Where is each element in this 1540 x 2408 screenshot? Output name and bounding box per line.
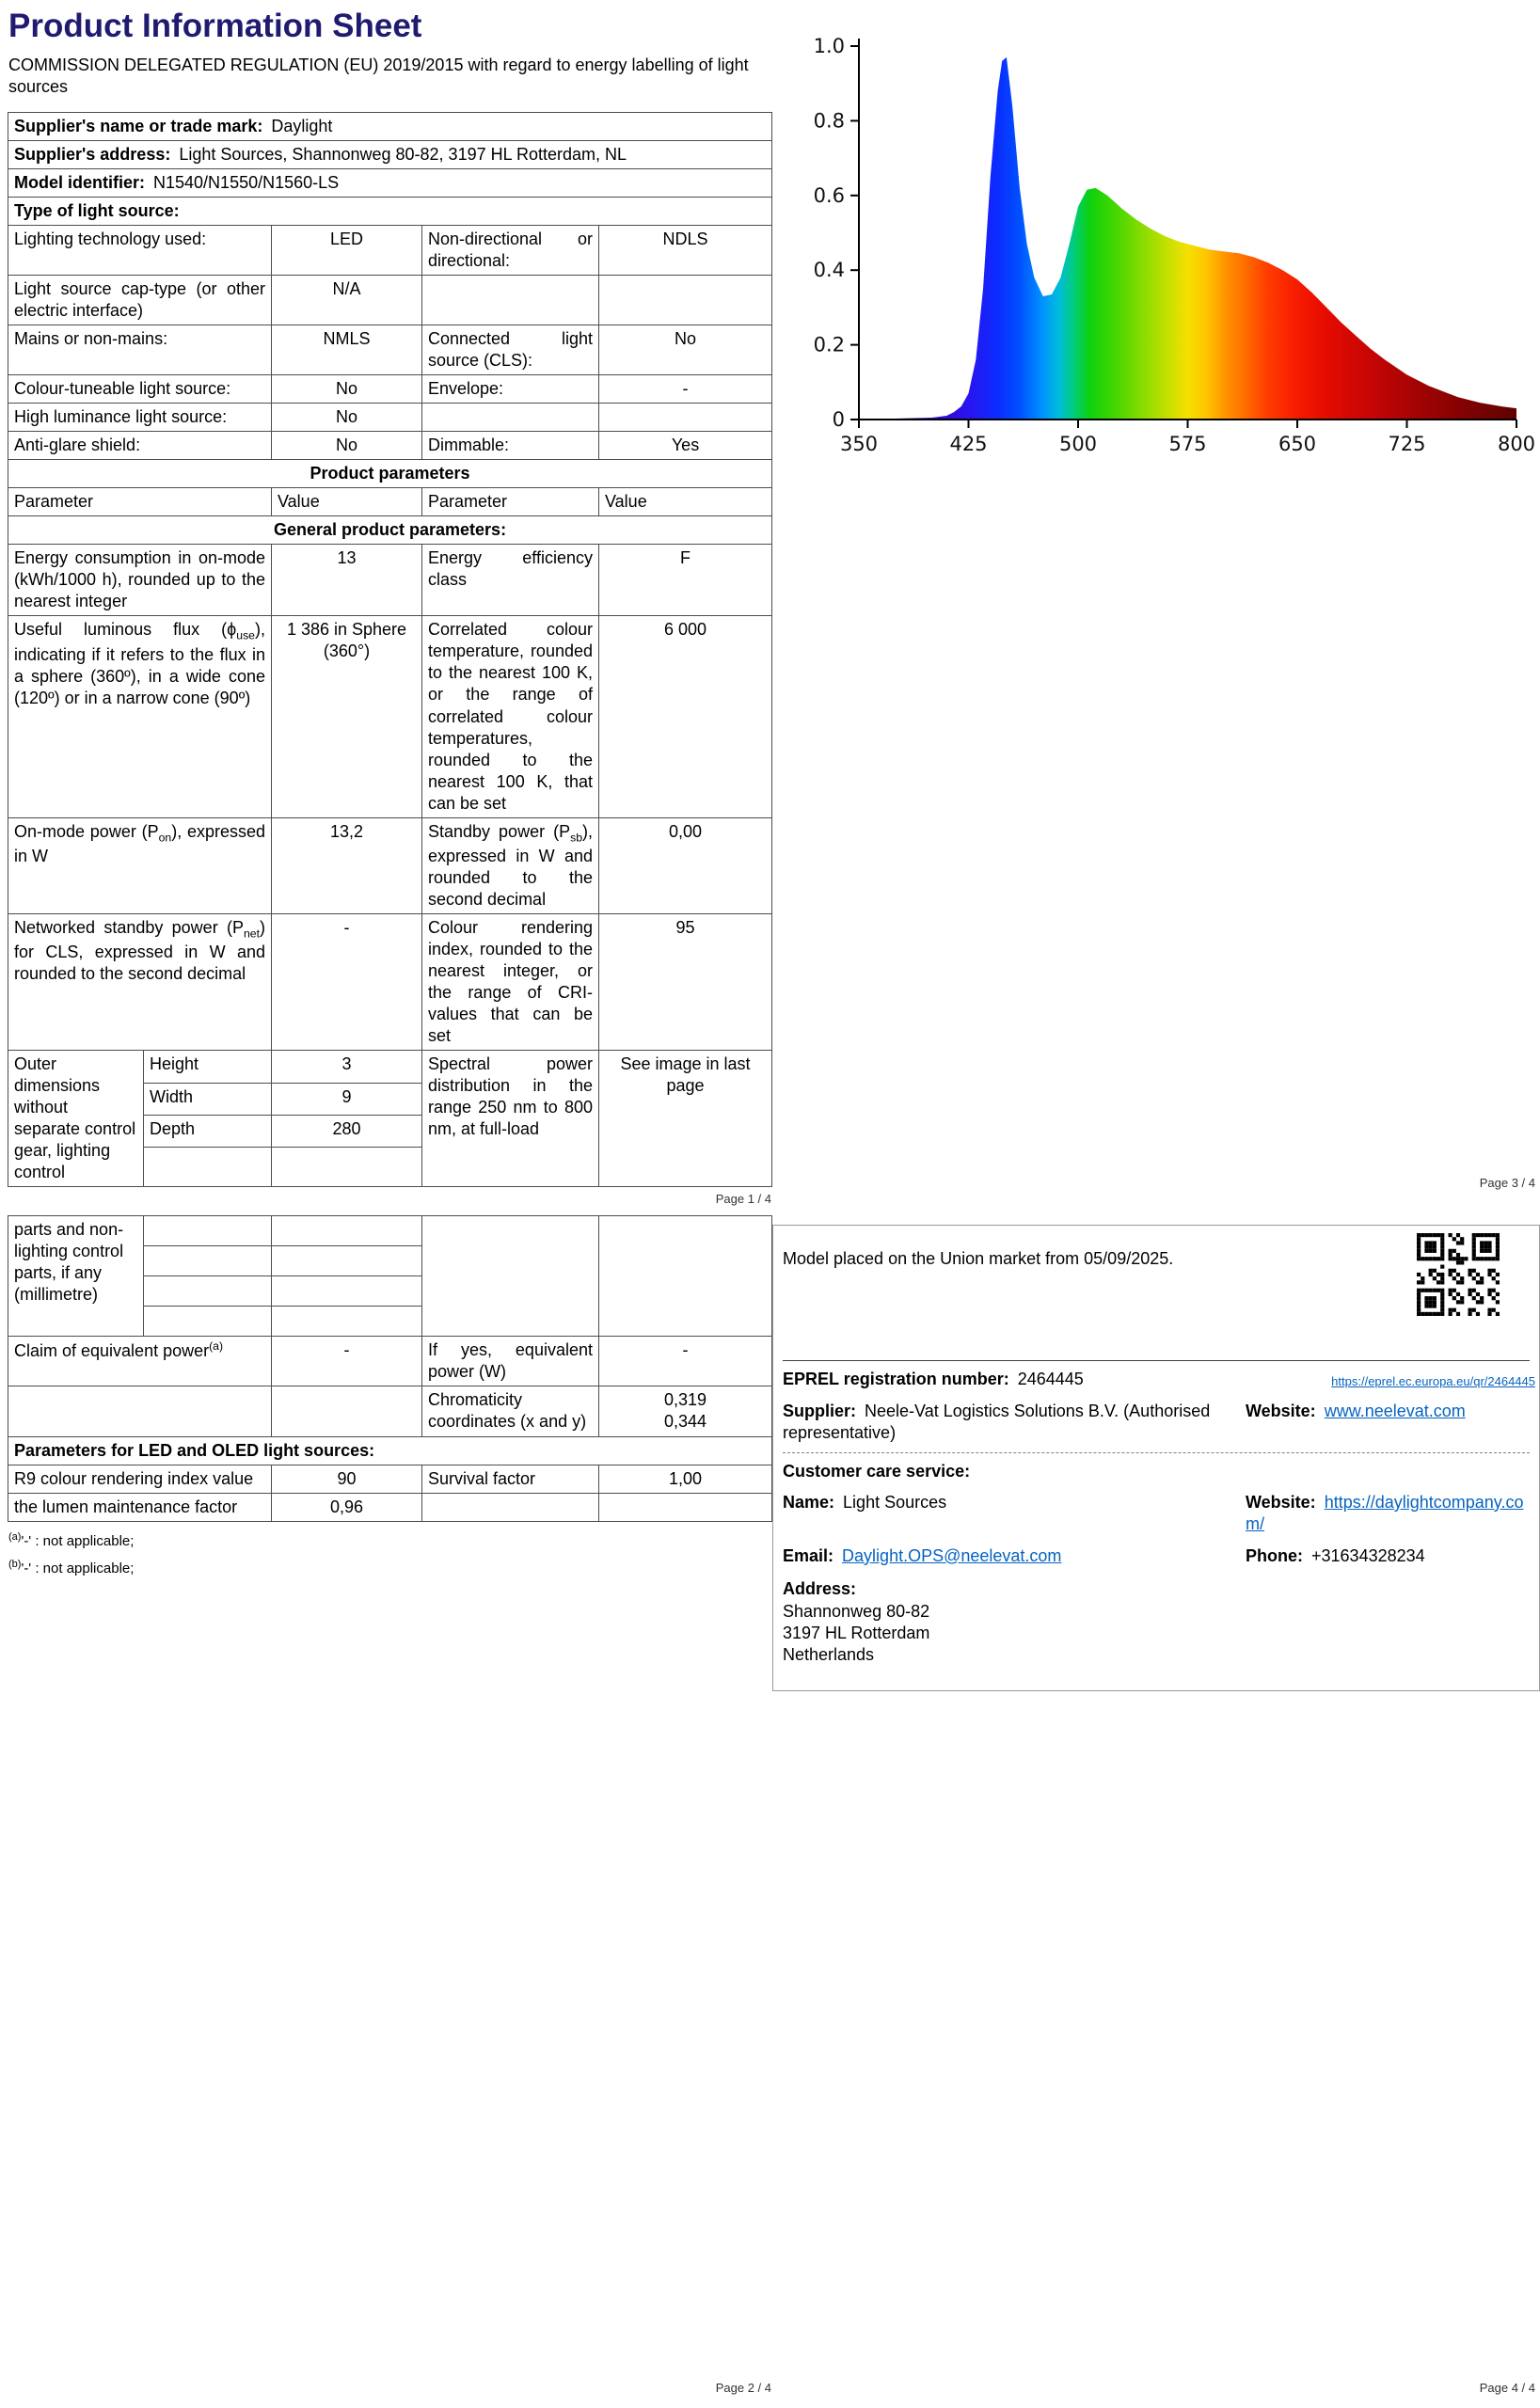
label-text: Networked standby power (P: [14, 918, 244, 937]
param-label: Colour rendering index, rounded to the nearest integer, or the range of CRI-values that can be set: [422, 914, 599, 1051]
model-identifier-cell: [8, 168, 772, 197]
table-row: [8, 488, 772, 516]
dimension-name: Depth: [144, 1115, 272, 1147]
footnote-a: [8, 1531, 771, 1549]
param-value: No: [272, 432, 422, 460]
supplier-value: Neele-Vat Logistics Solutions B.V. (Authorised representative): [783, 1401, 1211, 1443]
table-row: [8, 1051, 772, 1083]
dimension-value: 9: [272, 1083, 422, 1115]
param-label: Non-directional or directional:: [422, 225, 599, 275]
table-row: [8, 1436, 772, 1465]
footnote-text: '-' : not applicable;: [21, 1560, 135, 1576]
table-row: [8, 432, 772, 460]
empty-cell: [144, 1276, 272, 1307]
param-label: [8, 616, 272, 817]
dimensions-label: Outer dimensions without separate control gear, lighting control: [8, 1051, 144, 1187]
address-line: 3197 HL Rotterdam: [783, 1623, 930, 1642]
param-value: No: [599, 325, 772, 375]
empty-cell: [144, 1216, 272, 1246]
divider: [783, 1360, 1530, 1361]
website-label: Website:: [1246, 1401, 1316, 1420]
y-tick-label: 0.2: [813, 333, 845, 356]
param-label: Chromaticity coordinates (x and y): [422, 1386, 599, 1436]
product-parameters-header: Product parameters: [8, 460, 772, 488]
dimension-value: 3: [272, 1051, 422, 1083]
param-label: Light source cap-type (or other electric interface): [8, 275, 272, 325]
model-identifier-value: N1540/N1550/N1560-LS: [153, 172, 340, 192]
product-info-table: [8, 112, 772, 1051]
empty-cell: [422, 1216, 599, 1337]
label-subscript: sb: [570, 831, 582, 845]
x-tick-label: 425: [949, 433, 988, 455]
page2-parameters-table: [8, 1336, 772, 1521]
phone-value: +31634328234: [1311, 1545, 1425, 1565]
address-line: Netherlands: [783, 1645, 875, 1665]
param-value: [599, 275, 772, 325]
empty-cell: [272, 1216, 422, 1246]
param-value: NMLS: [272, 325, 422, 375]
care-website-label: Website:: [1246, 1492, 1316, 1512]
param-value: No: [272, 375, 422, 404]
label-superscript: (a): [209, 1339, 224, 1354]
param-label: [422, 275, 599, 325]
table-row: [8, 914, 772, 1051]
param-label: R9 colour rendering index value: [8, 1465, 272, 1493]
param-label: [8, 1337, 272, 1386]
param-value: LED: [272, 225, 422, 275]
table-row: [8, 197, 772, 225]
document-left-column: [8, 6, 771, 1578]
label-text: Claim of equivalent power: [14, 1341, 210, 1361]
empty-cell: [272, 1307, 422, 1337]
model-identifier-label: Model identifier:: [14, 172, 145, 192]
param-value: NDLS: [599, 225, 772, 275]
x-tick-label: 650: [1278, 433, 1317, 455]
column-header: Parameter: [8, 488, 272, 516]
empty-cell: [144, 1307, 272, 1337]
address-label: Address:: [783, 1579, 857, 1599]
supplier-name-value: Daylight: [271, 116, 333, 135]
name-label: Name:: [783, 1492, 835, 1512]
label-text: ) for CLS, expressed in W and rounded to the second decimal: [14, 918, 265, 984]
table-row: [8, 817, 772, 913]
empty-cell: [144, 1148, 272, 1187]
table-row: [8, 225, 772, 275]
supplier-name-cell: [8, 112, 772, 140]
param-label: the lumen maintenance factor: [8, 1493, 272, 1521]
label-text: On-mode power (P: [14, 821, 159, 841]
empty-cell: [599, 1216, 772, 1337]
table-row: [8, 1216, 772, 1246]
supplier-address-cell: [8, 140, 772, 168]
care-email-row: [783, 1545, 1530, 1567]
param-label: Mains or non-mains:: [8, 325, 272, 375]
param-label: [8, 817, 272, 913]
y-tick-label: 0.6: [813, 183, 845, 207]
param-value: -: [599, 375, 772, 404]
chromaticity-x: 0,319: [663, 1390, 707, 1410]
page-footer-4: Page 4 / 4: [1479, 2381, 1535, 2395]
param-value: F: [599, 545, 772, 616]
param-value: -: [272, 914, 422, 1051]
param-value: -: [599, 1337, 772, 1386]
param-value: 13: [272, 545, 422, 616]
phone-label: Phone:: [1246, 1545, 1303, 1565]
page-title: Product Information Sheet: [8, 8, 422, 44]
param-value: 1 386 in Sphere (360°): [272, 616, 422, 817]
column-header: Value: [599, 488, 772, 516]
footnote-marker: (b): [8, 1558, 22, 1570]
table-row: [8, 616, 772, 817]
y-tick-label: 0.4: [813, 259, 845, 282]
table-row: [8, 112, 772, 140]
care-name-cell: [783, 1492, 1246, 1536]
table-row: [8, 375, 772, 404]
care-website-cell: [1246, 1492, 1530, 1536]
table-row: [8, 168, 772, 197]
param-value: N/A: [272, 275, 422, 325]
supplier-contact-card: [772, 1225, 1540, 1691]
dashed-divider: [783, 1452, 1530, 1453]
param-label: Colour-tuneable light source:: [8, 375, 272, 404]
param-label: [8, 914, 272, 1051]
empty-cell: [272, 1386, 422, 1436]
footnote-marker: (a): [8, 1530, 22, 1543]
param-value: 1,00: [599, 1465, 772, 1493]
supplier-website-link[interactable]: www.neelevat.com: [1324, 1401, 1466, 1420]
y-tick-label: 0.8: [813, 109, 845, 133]
supplier-label: Supplier:: [783, 1401, 857, 1420]
table-row: [8, 1386, 772, 1436]
x-tick-label: 800: [1497, 433, 1536, 455]
spd-label: Spectral power distribution in the range 250 nm to 800 nm, at full-load: [422, 1051, 599, 1187]
supplier-row: [783, 1401, 1530, 1445]
spd-svg: [800, 8, 1540, 464]
eprel-label: EPREL registration number:: [783, 1370, 1009, 1389]
label-text: Useful luminous flux (ϕ: [14, 620, 237, 640]
table-row: [8, 1465, 772, 1493]
table-row: [8, 275, 772, 325]
param-label: [422, 817, 599, 913]
param-label: Dimmable:: [422, 432, 599, 460]
page-footer-2: Page 2 / 4: [715, 2381, 771, 2395]
dimensions-continuation-table: [8, 1215, 772, 1337]
phone-cell: [1246, 1545, 1530, 1567]
table-row: [8, 545, 772, 616]
footnote-text: '-' : not applicable;: [21, 1532, 135, 1549]
param-label: [422, 1493, 599, 1521]
label-subscript: use: [236, 628, 255, 642]
empty-cell: [272, 1276, 422, 1307]
param-value: 13,2: [272, 817, 422, 913]
dimension-value: 280: [272, 1115, 422, 1147]
dimension-name: Height: [144, 1051, 272, 1083]
param-label: Lighting technology used:: [8, 225, 272, 275]
param-value: 0,00: [599, 817, 772, 913]
chromaticity-y: 0,344: [663, 1412, 707, 1432]
name-value: Light Sources: [843, 1492, 947, 1512]
param-value: [599, 404, 772, 432]
param-label: If yes, equivalent power (W): [422, 1337, 599, 1386]
column-header: Value: [272, 488, 422, 516]
label-subscript: on: [158, 831, 172, 845]
param-label: Correlated colour temperature, rounded to the nearest 100 K, or the range of correlated colour temperatures, rounded to the nearest 100 K, that can be set: [422, 616, 599, 817]
eprel-link[interactable]: https://eprel.ec.europa.eu/qr/2464445: [1331, 1374, 1535, 1388]
spectrum-area: [859, 57, 1516, 420]
supplier-address-label: Supplier's address:: [14, 144, 171, 164]
param-value: [599, 1386, 772, 1436]
param-label: Energy efficiency class: [422, 545, 599, 616]
footnote-b: [8, 1559, 771, 1576]
y-tick-label: 1.0: [813, 35, 845, 57]
page-footer-3: Page 3 / 4: [1479, 1176, 1535, 1190]
param-value: -: [272, 1337, 422, 1386]
x-tick-label: 350: [839, 433, 879, 455]
x-tick-label: 500: [1058, 433, 1098, 455]
param-label: Energy consumption in on-mode (kWh/1000 h), rounded up to the nearest integer: [8, 545, 272, 616]
y-tick-label: 0: [832, 408, 845, 431]
outer-dimensions-table: [8, 1050, 772, 1187]
param-value: 90: [272, 1465, 422, 1493]
table-row: [8, 140, 772, 168]
email-cell: [783, 1545, 1246, 1567]
label-text: ), expressed in W: [14, 821, 266, 865]
x-tick-label: 725: [1388, 433, 1426, 455]
param-label: Envelope:: [422, 375, 599, 404]
param-value: No: [272, 404, 422, 432]
supplier-address-value: Light Sources, Shannonweg 80-82, 3197 HL Rotterdam, NL: [179, 144, 627, 164]
care-website-link[interactable]: https://daylightcompany.com/: [1246, 1492, 1524, 1534]
type-of-light-source-header: Type of light source:: [8, 197, 772, 225]
param-label: Connected light source (CLS):: [422, 325, 599, 375]
table-row: [8, 1337, 772, 1386]
qr-code: [1417, 1233, 1500, 1316]
eprel-value: 2464445: [1017, 1370, 1084, 1389]
column-header: Parameter: [422, 488, 599, 516]
table-row: [8, 1493, 772, 1521]
page-footer-1: Page 1 / 4: [715, 1192, 771, 1207]
x-tick-label: 575: [1168, 433, 1207, 455]
param-label: High luminance light source:: [8, 404, 272, 432]
address-line: Shannonweg 80-82: [783, 1601, 930, 1621]
label-text: Standby power (P: [428, 821, 571, 841]
supplier-name-label: Supplier's name or trade mark:: [14, 116, 263, 135]
param-value: Yes: [599, 432, 772, 460]
dimensions-label-continued: parts and non-lighting control parts, if any (millimetre): [8, 1216, 144, 1337]
dimension-name: Width: [144, 1083, 272, 1115]
general-parameters-header: General product parameters:: [8, 516, 772, 545]
regulation-subtitle: COMMISSION DELEGATED REGULATION (EU) 2019/2015 with regard to energy labelling of light sources: [8, 55, 749, 97]
supplier-cell: [783, 1401, 1246, 1445]
spd-value: See image in last page: [599, 1051, 772, 1187]
spectral-power-distribution-chart: [800, 8, 1540, 464]
label-subscript: net: [243, 927, 260, 941]
table-row: [8, 516, 772, 545]
email-label: Email:: [783, 1545, 834, 1565]
param-label: [422, 404, 599, 432]
label-text: ), indicating if it refers to the flux in a sphere (360º), in a wide cone (120º) or in a narrow cone (90º): [14, 620, 265, 707]
param-label: Survival factor: [422, 1465, 599, 1493]
care-name-row: [783, 1492, 1530, 1536]
empty-cell: [8, 1386, 272, 1436]
led-parameters-header: Parameters for LED and OLED light sources:: [8, 1436, 772, 1465]
table-row: [8, 460, 772, 488]
param-value: 0,96: [272, 1493, 422, 1521]
union-market-date: Model placed on the Union market from 05/09/2025.: [783, 1249, 1174, 1268]
label-text: ), expressed in W and rounded to the second decimal: [428, 821, 593, 909]
table-row: [8, 325, 772, 375]
param-label: Anti-glare shield:: [8, 432, 272, 460]
table-row: [8, 404, 772, 432]
param-value: 95: [599, 914, 772, 1051]
website-cell: [1246, 1401, 1530, 1445]
email-link[interactable]: Daylight.OPS@neelevat.com: [842, 1545, 1062, 1565]
param-value: [599, 1493, 772, 1521]
param-value: 6 000: [599, 616, 772, 817]
empty-cell: [272, 1246, 422, 1276]
empty-cell: [272, 1148, 422, 1187]
empty-cell: [144, 1246, 272, 1276]
customer-care-header: Customer care service:: [783, 1461, 971, 1481]
